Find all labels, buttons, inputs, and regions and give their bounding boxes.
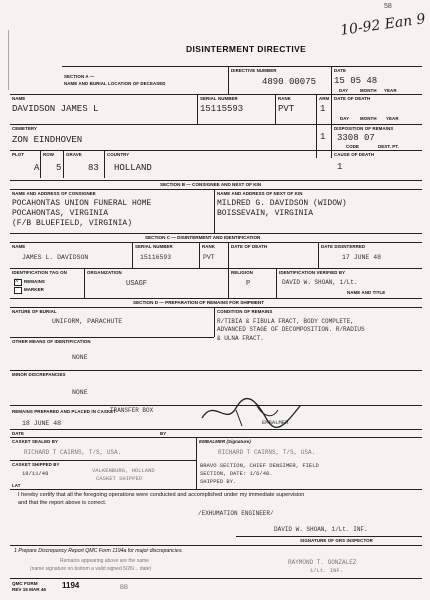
casket-shipped-place: VALKENBURG, HOLLAND bbox=[92, 467, 155, 474]
margin-mark bbox=[8, 30, 9, 90]
rank: PVT bbox=[278, 104, 295, 114]
c-dod-label: DATE OF DEATH bbox=[231, 244, 268, 249]
serial-number: 15115593 bbox=[200, 104, 244, 114]
certification-line-1: I hereby certify that all the foregoing operations were conducted and accomplished under my immediate supervision bbox=[18, 492, 305, 498]
section-a-subheading: NAME AND BURIAL LOCATION OF DECEASED bbox=[64, 81, 166, 86]
cause: 1 bbox=[337, 162, 343, 172]
arm: 1 bbox=[320, 104, 326, 114]
c-name: JAMES L. DAVIDSON bbox=[22, 254, 89, 261]
embalmer-signature-text: RICHARD T CAIRNS, T/S, USA. bbox=[218, 449, 316, 456]
prepared-label: REMAINS PREPARED AND PLACED IN CASKET bbox=[12, 409, 116, 414]
org-label: ORGANIZATION bbox=[87, 270, 122, 275]
tag-label: IDENTIFICATION TAG ON bbox=[12, 270, 67, 275]
bottom-mark: BB bbox=[120, 585, 129, 591]
date-label: DATE bbox=[334, 68, 347, 73]
arm-label: ARM bbox=[319, 96, 330, 101]
dod-month: MONTH bbox=[360, 116, 377, 121]
consignee-label: NAME AND ADDRESS OF CONSIGNEE bbox=[12, 191, 96, 196]
inspector-name: DAVID W. SHOAN, 1/Lt. INF. bbox=[274, 526, 368, 533]
form-revision: REV 15 MAR 46 bbox=[12, 587, 46, 592]
religion-label: RELIGION bbox=[231, 270, 254, 275]
date-year: YEAR bbox=[384, 88, 397, 93]
plot-label: PLOT bbox=[12, 152, 25, 157]
grave-label: GRAVE bbox=[66, 152, 82, 157]
footnote-signer: RAYMOND T. GONZALEZ bbox=[288, 559, 357, 566]
rule bbox=[62, 66, 422, 67]
marker-checkbox bbox=[14, 287, 22, 294]
casket-shipped-date: 18/11/48 bbox=[22, 470, 49, 477]
name-title-label: NAME AND TITLE bbox=[347, 290, 386, 295]
section-c-heading: SECTION C — DISINTERMENT AND IDENTIFICATION bbox=[145, 235, 261, 240]
form-title: DISINTERMENT DIRECTIVE bbox=[186, 44, 307, 54]
minor-label: MINOR DISCREPANCIES bbox=[12, 372, 66, 377]
name-label: NAME bbox=[12, 96, 26, 101]
cemetery-label: CEMETERY bbox=[12, 126, 38, 131]
prepared-embalmer: EMBALMER bbox=[262, 419, 289, 426]
plot: A bbox=[34, 163, 40, 173]
religion: P bbox=[246, 280, 251, 288]
c-serial-label: SERIAL NUMBER bbox=[135, 244, 173, 249]
directive-number: 4890 00075 bbox=[262, 77, 317, 87]
cemetery: ZON EINDHOVEN bbox=[12, 135, 83, 145]
certification-line-2: and that the report above is correct. bbox=[18, 500, 107, 506]
c-serial: 15116593 bbox=[140, 254, 172, 261]
form-number: 1194 bbox=[62, 581, 80, 590]
prepared-date: 18 JUNE 48 bbox=[22, 420, 62, 427]
minor-discrepancies: NONE bbox=[72, 389, 88, 396]
embalmer-signature bbox=[196, 396, 306, 430]
dod-year: YEAR bbox=[386, 116, 399, 121]
row-label: ROW bbox=[43, 152, 55, 157]
shipped-right-1: BRAVO SECTION, CHIEF DENSIMER, FIELD bbox=[200, 462, 319, 469]
footnote-signer-rank: 1/Lt. INF. bbox=[310, 567, 344, 574]
footnote: 1 Prepare Discrepancy Report QMC Form 1194a for major discrepancies. bbox=[14, 548, 183, 554]
document-page: 58 10-92 Ean 9 DISINTERMENT DIRECTIVE SECTION A — NAME AND BURIAL LOCATION OF DECEASED DIRECTIVE NUMBER 4890 00075 DATE 15 05 48 DAY MONTH YEAR NAME DAVIDSON JAMES L SERIAL NUMBER 15115593 RANK PVT ARM 1 DATE OF DEATH DAY MONTH YEAR CEMETERY ZON EINDHOVEN 1 DISPOSITION OF REMAINS 3308 07 CODE DEST. PT. PLOT A ROW 5 GRAVE 83 COUNTRY HOLLAND CAUSE OF DEATH 1 SECTION B — CONSIGNEE AND NEXT OF KIN NAME AND ADDRESS OF CONSIGNEE POCAHONTAS UNION FUNERAL HOME POCAHONTAS, VIRGINIA (F/B BLUEFIELD, VIRGINIA) NAME AND ADDRESS OF NEXT OF KIN MILDRED G. DAVIDSON (WIDOW) BOISSEVAIN, VIRGINIA SECTION C — DISINTERMENT AND IDENTIFICATION NAME JAMES L. DAVIDSON SERIAL NUMBER 15116593 RANK PVT DATE OF DEATH DATE DISINTERRED 17 JUNE 48 IDENTIFICATION TAG ON x REMAINS MARKER ORGANIZATION USAGF RELIGION P IDENTIFICATION VERIFIED BY DAVID W. SHOAN, 1/Lt. NAME AND TITLE SECTION D — PREPARATION OF REMAINS FOR SHIPMENT NATURE OF BURIAL UNIFORM, PARACHUTE CONDITION OF REMAINS R/TIBIA & FIBULA FRACT, BODY COMPLETE, ADVANCED STAGE OF DECOMPOSITION. R/RADIUS & ULNA FRACT. OTHER MEANS OF IDENTIFICATION NONE MINOR DISCREPANCIES NONE REMAINS PREPARED AND PLACED IN CASKET TRANSFER BOX EMBALMER 18 JUNE 48 DATE BY CASKET SEALED BY RICHARD T CAIRNS, T/S, USA. EMBALMER (Signature) RICHARD T CAIRNS, T/S, USA. CASKET SHIPPED BY 18/11/48 VALKENBURG, HOLLAND CASKET SHIPPED BRAVO SECTION, CHIEF DENSIMER, FIELD SECTION, DATE: 1/6/48. SHIPPED BY. LAT I hereby certify that all the foregoing operations were conducted and accomplished under my immediate supervision and that the report above is correct. /EXHUMATION ENGINEER/ DAVID W. SHOAN, 1/Lt. INF. SIGNATURE OF GRS INSPECTOR 1 Prepare Discrepancy Report QMC Form 1194a for major discrepancies. Remains appearing above are the same (name signature on bottom a valid signed 5/26/... date) RAYMOND T. GONZALEZ 1/Lt. INF. QMC FORM REV 15 MAR 46 1194 BB bbox=[0, 0, 430, 600]
disposition-code: CODE bbox=[346, 144, 360, 149]
section-d-heading: SECTION D — PREPARATION OF REMAINS FOR SHIPMENT bbox=[133, 300, 265, 305]
prepared-box: TRANSFER BOX bbox=[110, 407, 154, 414]
consignee-line-1: POCAHONTAS UNION FUNERAL HOME bbox=[12, 199, 152, 208]
disposition-dest: DEST. PT. bbox=[378, 144, 399, 149]
nok-line-2: BOISSEVAIN, VIRGINIA bbox=[217, 209, 314, 218]
handwritten-annotation: 10-92 Ean 9 bbox=[339, 11, 427, 39]
embalmer-sig-label: EMBALMER (Signature) bbox=[199, 439, 251, 444]
date-month: MONTH bbox=[360, 88, 377, 93]
serial-label: SERIAL NUMBER bbox=[200, 96, 238, 101]
country-label: COUNTRY bbox=[107, 152, 130, 157]
organization: USAGF bbox=[126, 280, 148, 288]
marker-label: MARKER bbox=[24, 287, 44, 292]
date-disinterred: 17 JUNE 48 bbox=[342, 254, 382, 261]
verified-label: IDENTIFICATION VERIFIED BY bbox=[279, 270, 346, 275]
prepared-by-label: BY bbox=[160, 431, 167, 436]
inspector-sig-label: SIGNATURE OF GRS INSPECTOR bbox=[300, 538, 373, 543]
condition-line-3: & ULNA FRACT. bbox=[217, 335, 264, 342]
deceased-name: DAVIDSON JAMES L bbox=[12, 104, 99, 114]
form-label: QMC FORM bbox=[12, 581, 38, 586]
condition-line-1: R/TIBIA & FIBULA FRACT, BODY COMPLETE, bbox=[217, 318, 354, 325]
dod-label: DATE OF DEATH bbox=[334, 96, 371, 101]
disposition-label: DISPOSITION OF REMAINS bbox=[334, 126, 394, 131]
nok-label: NAME AND ADDRESS OF NEXT OF KIN bbox=[217, 191, 303, 196]
prepared-date-label: DATE bbox=[12, 431, 25, 436]
directive-date: 15 05 48 bbox=[334, 76, 378, 86]
casket-shipped-label: CASKET SHIPPED BY bbox=[12, 462, 60, 467]
c-rank-label: RANK bbox=[202, 244, 216, 249]
footnote-2: Remains appearing above are the same bbox=[60, 558, 149, 564]
disposition: 3308 07 bbox=[337, 133, 375, 143]
remains-label: REMAINS bbox=[24, 279, 45, 284]
footnote-3: (name signature on bottom a valid signed 5/26/... date) bbox=[30, 566, 152, 572]
date-day: DAY bbox=[339, 88, 349, 93]
nature-label: NATURE OF BURIAL bbox=[12, 309, 57, 314]
cause-label: CAUSE OF DEATH bbox=[334, 152, 375, 157]
directive-number-label: DIRECTIVE NUMBER bbox=[231, 68, 277, 73]
c-rank: PVT bbox=[203, 254, 215, 261]
country: HOLLAND bbox=[114, 163, 152, 173]
corner-number: 58 bbox=[384, 3, 392, 10]
other-id: NONE bbox=[72, 354, 88, 361]
condition-label: CONDITION OF REMAINS bbox=[217, 309, 273, 314]
verified-by: DAVID W. SHOAN, 1/Lt. bbox=[282, 279, 358, 286]
section-b-heading: SECTION B — CONSIGNEE AND NEXT OF KIN bbox=[160, 182, 262, 187]
condition-line-2: ADVANCED STAGE OF DECOMPOSITION. R/RADIUS bbox=[217, 326, 365, 333]
consignee-line-2: POCAHONTAS, VIRGINIA bbox=[12, 209, 109, 218]
nature-of-burial: UNIFORM, PARACHUTE bbox=[52, 318, 123, 325]
shipped-right-3: SHIPPED BY. bbox=[200, 478, 237, 485]
row: 5 bbox=[56, 163, 62, 173]
other-id-label: OTHER MEANS OF IDENTIFICATION bbox=[12, 339, 91, 344]
inspector-unit: /EXHUMATION ENGINEER/ bbox=[198, 510, 274, 517]
casket-shipped-extra: CASKET SHIPPED bbox=[96, 475, 143, 482]
consignee-line-3: (F/B BLUEFIELD, VIRGINIA) bbox=[12, 219, 133, 228]
c-name-label: NAME bbox=[12, 244, 26, 249]
section-a-heading: SECTION A — bbox=[64, 74, 95, 79]
dod-day: DAY bbox=[340, 116, 350, 121]
casket-sealed-label: CASKET SEALED BY bbox=[12, 439, 58, 444]
lat-label: LAT bbox=[12, 483, 21, 488]
casket-sealed-by: RICHARD T CAIRNS, T/S, USA. bbox=[24, 449, 122, 456]
disposition-prefix: 1 bbox=[320, 132, 326, 142]
grave: 83 bbox=[88, 163, 99, 173]
rank-label: RANK bbox=[278, 96, 292, 101]
shipped-right-2: SECTION, DATE: 1/6/48. bbox=[200, 470, 273, 477]
nok-line-1: MILDRED G. DAVIDSON (WIDOW) bbox=[217, 199, 347, 208]
disinterred-label: DATE DISINTERRED bbox=[321, 244, 366, 249]
